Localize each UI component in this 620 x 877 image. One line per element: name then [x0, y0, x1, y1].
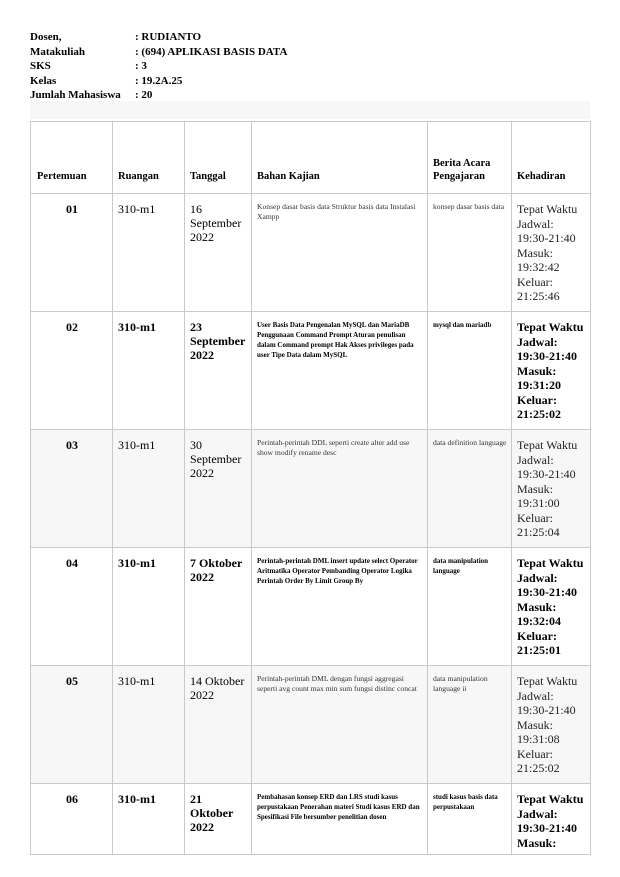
ruangan-cell: 310-m1 — [113, 548, 185, 666]
kehadiran-line: 21:25:01 — [517, 643, 561, 657]
kehadiran-line: Masuk: — [517, 363, 557, 378]
kehadiran-line: Jadwal: — [517, 334, 558, 349]
kehadiran-status: Tepat Waktu — [517, 438, 578, 452]
info-row-kelas — [30, 74, 287, 89]
kehadiran-line: 19:30-21:40 — [517, 585, 577, 599]
info-label: SKS — [30, 60, 51, 73]
info-row-sks — [30, 59, 287, 74]
table-row — [31, 430, 591, 548]
kehadiran-status: Tepat Waktu — [517, 792, 584, 806]
kehadiran-line: 19:31:00 — [517, 496, 560, 510]
kehadiran-cell — [512, 194, 591, 312]
column-header-berita-acara: Berita Acara Pengajaran — [428, 122, 512, 194]
table-row — [31, 548, 591, 666]
kehadiran-line: Keluar: — [517, 274, 553, 289]
table-row — [31, 666, 591, 784]
kehadiran-line: Masuk: — [517, 717, 553, 732]
kehadiran-status: Tepat Waktu — [517, 556, 584, 570]
pertemuan-cell: 05 — [31, 666, 113, 784]
kehadiran-line: Jadwal: — [517, 688, 554, 703]
info-value: : 19.2A.25 — [135, 74, 183, 87]
ruangan-cell: 310-m1 — [113, 430, 185, 548]
pertemuan-cell: 02 — [31, 312, 113, 430]
tanggal-cell: 14 Oktober 2022 — [185, 666, 252, 784]
kehadiran-cell — [512, 666, 591, 784]
tanggal-cell: 21 Oktober 2022 — [185, 784, 252, 855]
kehadiran-status: Tepat Waktu — [517, 320, 584, 334]
kehadiran-cell — [512, 430, 591, 548]
ruangan-cell: 310-m1 — [113, 312, 185, 430]
info-label: Matakuliah — [30, 45, 86, 58]
kehadiran-cell — [512, 784, 591, 855]
table-row — [31, 784, 591, 855]
attendance-table — [30, 121, 591, 855]
info-value: : 20 — [135, 89, 153, 102]
kehadiran-line: Jadwal: — [517, 452, 554, 467]
kehadiran-line: Masuk: — [517, 245, 553, 260]
table-header-row — [31, 122, 591, 194]
kehadiran-line: Keluar: — [517, 628, 557, 643]
course-info — [30, 30, 287, 103]
tanggal-cell: 16 September 2022 — [185, 194, 252, 312]
bahan-kajian-cell: Konsep dasar basis data Struktur basis data Instalasi Xampp — [252, 194, 428, 312]
column-header-pertemuan: Pertemuan — [31, 122, 113, 194]
table-row — [31, 312, 591, 430]
kehadiran-line: 19:32:42 — [517, 260, 560, 274]
pertemuan-cell: 01 — [31, 194, 113, 312]
info-value: : (694) APLIKASI BASIS DATA — [135, 45, 288, 58]
ruangan-cell: 310-m1 — [113, 784, 185, 855]
kehadiran-line: 19:30-21:40 — [517, 231, 576, 245]
kehadiran-line: 19:30-21:40 — [517, 703, 576, 717]
kehadiran-line: Masuk: — [517, 481, 553, 496]
berita-acara-cell: studi kasus basis data perpustakaan — [428, 784, 512, 855]
tanggal-cell: 23 September 2022 — [185, 312, 252, 430]
info-label: Dosen, — [30, 31, 62, 43]
pertemuan-cell: 06 — [31, 784, 113, 855]
info-row-dosen — [30, 30, 287, 45]
separator-band — [30, 101, 590, 119]
kehadiran-line: 21:25:02 — [517, 407, 561, 421]
info-row-matakuliah — [30, 45, 287, 60]
kehadiran-line: Jadwal: — [517, 806, 558, 821]
pertemuan-cell: 03 — [31, 430, 113, 548]
kehadiran-line: 19:31:20 — [517, 378, 561, 392]
kehadiran-status: Tepat Waktu — [517, 674, 578, 688]
bahan-kajian-cell: Perintah-perintah DDL seperti create alter add use show modify rename desc — [252, 430, 428, 548]
kehadiran-line: Masuk: — [517, 599, 557, 614]
column-header-kehadiran: Kehadiran — [512, 122, 591, 194]
kehadiran-line: Jadwal: — [517, 570, 558, 585]
table-row — [31, 194, 591, 312]
bahan-kajian-cell: Perintah-perintah DML dengan fungsi aggregasi seperti avg count max min sum fungsi distinc concat — [252, 666, 428, 784]
berita-acara-cell: data manipulation language ii — [428, 666, 512, 784]
info-label: Jumlah Mahasiswa — [30, 89, 121, 102]
berita-acara-cell: data definition language — [428, 430, 512, 548]
kehadiran-line: 21:25:46 — [517, 289, 560, 303]
kehadiran-line: Keluar: — [517, 392, 557, 407]
ruangan-cell: 310-m1 — [113, 194, 185, 312]
kehadiran-line: Keluar: — [517, 510, 553, 525]
kehadiran-line: 21:25:04 — [517, 525, 560, 539]
kehadiran-cell — [512, 312, 591, 430]
pertemuan-cell: 04 — [31, 548, 113, 666]
kehadiran-line: 19:31:08 — [517, 732, 560, 746]
berita-acara-cell: konsep dasar basis data — [428, 194, 512, 312]
column-header-ruangan: Ruangan — [113, 122, 185, 194]
kehadiran-line: 19:30-21:40 — [517, 349, 577, 363]
bahan-kajian-cell: Perintah-perintah DML insert update select Operator Aritmatika Operator Pembanding Operator Logika Perintah Order By Limit Group By — [252, 548, 428, 666]
kehadiran-line: 19:30-21:40 — [517, 821, 577, 835]
kehadiran-line: 21:25:02 — [517, 761, 560, 775]
kehadiran-line: 19:30-21:40 — [517, 467, 576, 481]
berita-acara-cell: data manipulation language — [428, 548, 512, 666]
kehadiran-line: 19:32:04 — [517, 614, 561, 628]
kehadiran-status: Tepat Waktu — [517, 202, 578, 216]
kehadiran-line: Jadwal: — [517, 216, 554, 231]
info-label: Kelas — [30, 74, 57, 87]
info-value: : RUDIANTO — [135, 31, 202, 43]
column-header-bahan-kajian: Bahan Kajian — [252, 122, 428, 194]
bahan-kajian-cell: Pembahasan konsep ERD dan LRS studi kasus perpustakaan Penerahan materi Studi kasus ERD dan Spesifikasi File bersumber penelitian dosen — [252, 784, 428, 855]
column-header-tanggal: Tanggal — [185, 122, 252, 194]
info-value: : 3 — [135, 60, 147, 73]
bahan-kajian-cell: User Basis Data Pengenalan MySQL dan MariaDB Penggunaan Command Prompt Aturan penulisan dalam Command prompt Hak Akses privileges pada user Tipe Data dalam MySQL — [252, 312, 428, 430]
berita-acara-cell: mysql dan mariadb — [428, 312, 512, 430]
ruangan-cell: 310-m1 — [113, 666, 185, 784]
kehadiran-cell — [512, 548, 591, 666]
kehadiran-line: Keluar: — [517, 746, 553, 761]
tanggal-cell: 30 September 2022 — [185, 430, 252, 548]
tanggal-cell: 7 Oktober 2022 — [185, 548, 252, 666]
kehadiran-line: Masuk: — [517, 835, 557, 850]
